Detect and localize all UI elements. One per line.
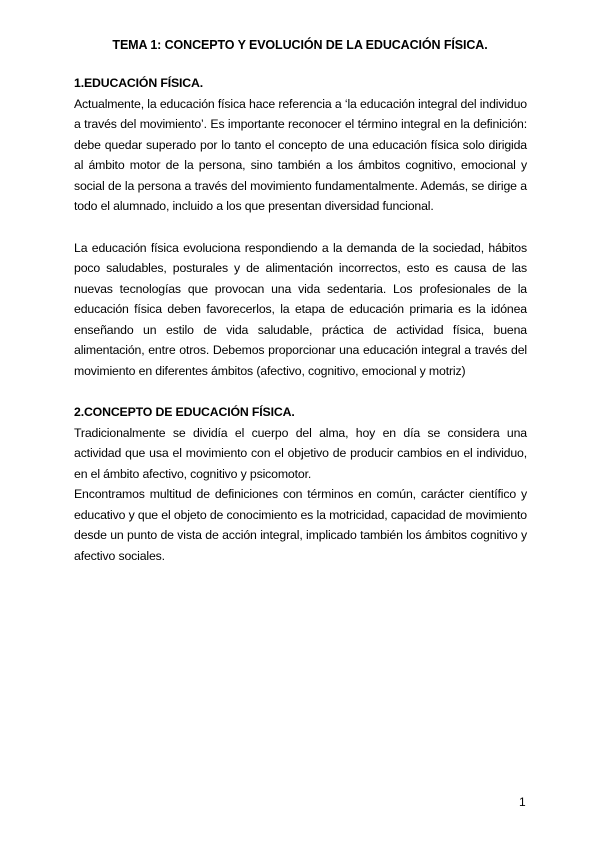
- paragraph: Encontramos multitud de definiciones con términos en común, carácter científico y educativo y que el objeto de conocimiento es la motricidad, capacidad de movimiento desde un punto de vista de acción integral, implicado también los ámbitos cognitivo y afectivo sociales.: [74, 487, 527, 563]
- paragraph: Actualmente, la educación física hace referencia a ‘la educación integral del individuo a través del movimiento’. Es importante reconocer el término integral en la definición: debe quedar superado por lo tanto el concepto de una educación física solo dirigida al ámbito motor de la persona, sino también a los ámbitos cognitivo, emocional y social de la persona a través del movimiento fundamentalmente. Además, se dirige a todo el alumnado, incluido a los que presentan diversidad funcional.: [74, 96, 527, 213]
- section-heading-educacion-fisica: 1.EDUCACIÓN FÍSICA.: [74, 76, 204, 90]
- page-number: 1: [519, 795, 526, 809]
- paragraph-spacer: [74, 217, 527, 238]
- paragraph-spacer: [74, 381, 527, 402]
- paragraph: La educación física evoluciona respondiendo a la demanda de la sociedad, hábitos poco saludables, posturales y de alimentación incorrectos, esto es causa de las nuevas tecnologías que provocan una vida sedentaria. Los profesionales de la educación física deben favorecerlos, la etapa de educación primaria es la idónea enseñando un estilo de vida saludable, práctica de actividad física, buena alimentación, entre otros. Debemos proporcionar una educación integral a través del movimiento en diferentes ámbitos (afectivo, cognitivo, emocional y motriz): [74, 240, 527, 378]
- paragraph: Tradicionalmente se dividía el cuerpo del alma, hoy en día se considera una actividad que usa el movimiento con el objetivo de producir cambios en el individuo, en el ámbito afectivo, cognitivo y psicomotor.: [74, 425, 527, 481]
- document-title: TEMA 1: CONCEPTO Y EVOLUCIÓN DE LA EDUCACIÓN FÍSICA.: [112, 38, 488, 52]
- section-heading-concepto: 2.CONCEPTO DE EDUCACIÓN FÍSICA.: [74, 405, 295, 419]
- document-body: [74, 73, 527, 566]
